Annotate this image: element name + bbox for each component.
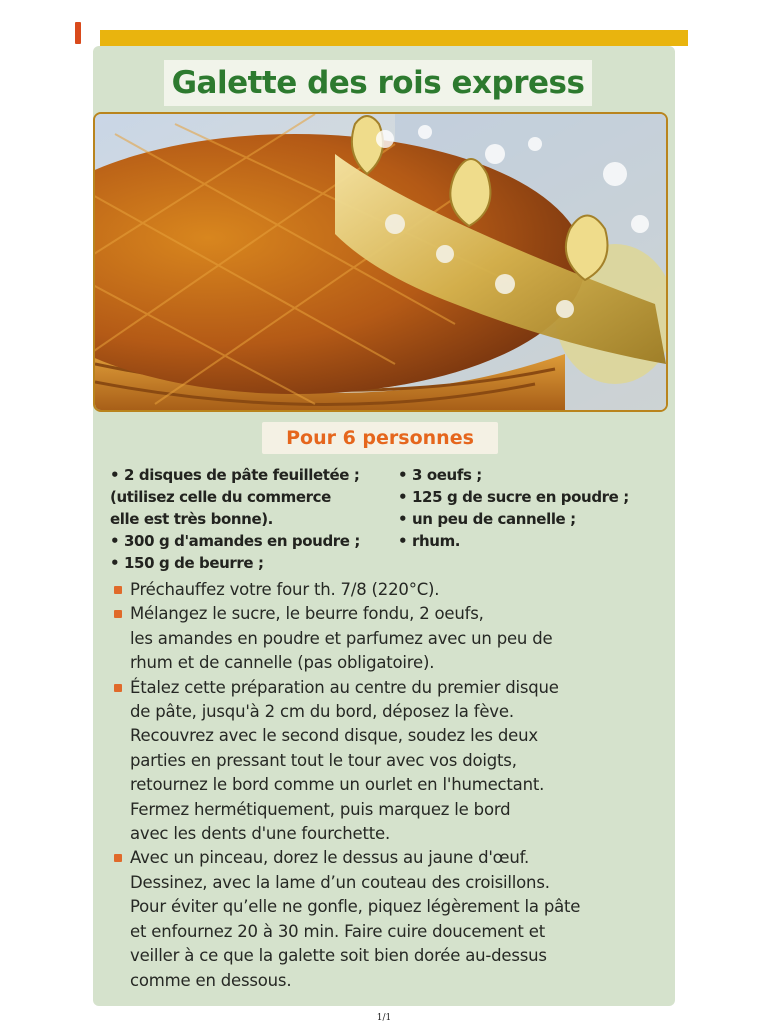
- step-bullet-icon: [114, 854, 122, 862]
- ingredient-line: • un peu de cannelle ;: [398, 510, 576, 528]
- ingredients-left-column: [110, 464, 390, 574]
- step-bullet-icon: [114, 610, 122, 618]
- top-accent-bar: [100, 30, 688, 46]
- step-bullet-icon: [114, 684, 122, 692]
- instruction-line: et enfournez 20 à 30 min. Faire cuire doucement et: [130, 921, 545, 941]
- instruction-line: comme en dessous.: [130, 970, 292, 990]
- instruction-line: Avec un pinceau, dorez le dessus au jaune d'œuf.: [130, 848, 530, 868]
- ingredient-line: elle est très bonne).: [110, 510, 273, 528]
- instruction-step: [112, 602, 667, 675]
- instruction-line: Dessinez, avec la lame d’un couteau des croisillons.: [130, 872, 550, 892]
- recipe-title: Galette des rois express: [164, 60, 592, 106]
- instruction-step: [112, 846, 667, 992]
- ingredient-line: • 300 g d'amandes en poudre ;: [110, 532, 360, 550]
- ingredients-list: [110, 464, 670, 574]
- instruction-line: les amandes en poudre et parfumez avec un peu de: [130, 628, 553, 648]
- galette-photo: [93, 112, 668, 412]
- instruction-line: Étalez cette préparation au centre du premier disque: [130, 677, 559, 697]
- instruction-line: Recouvrez avec le second disque, soudez les deux: [130, 726, 538, 746]
- ingredient-line: • rhum.: [398, 532, 461, 550]
- ingredient-line: • 125 g de sucre en poudre ;: [398, 488, 629, 506]
- instructions-list: [112, 578, 667, 993]
- ingredient-line: • 2 disques de pâte feuilletée ;: [110, 466, 360, 484]
- ingredients-right-column: [398, 464, 668, 552]
- instruction-line: parties en pressant tout le tour avec vos doigts,: [130, 750, 517, 770]
- instruction-step: [112, 578, 667, 602]
- instruction-line: Préchauffez votre four th. 7/8 (220°C).: [130, 580, 440, 599]
- ingredient-line: • 150 g de beurre ;: [110, 554, 264, 572]
- instruction-line: Mélangez le sucre, le beurre fondu, 2 oeufs,: [130, 604, 484, 624]
- page-number: 1/1: [376, 1013, 392, 1023]
- step-bullet-icon: [114, 586, 122, 594]
- margin-mark: [75, 22, 81, 44]
- instruction-line: rhum et de cannelle (pas obligatoire).: [130, 653, 435, 673]
- ingredient-line: (utilisez celle du commerce: [110, 488, 331, 506]
- instruction-line: Fermez hermétiquement, puis marquez le bord: [130, 799, 511, 819]
- instruction-line: retournez le bord comme un ourlet en l'humectant.: [130, 775, 545, 795]
- instruction-line: de pâte, jusqu'à 2 cm du bord, déposez la fève.: [130, 702, 514, 722]
- instruction-step: [112, 676, 667, 847]
- ingredient-line: • 3 oeufs ;: [398, 466, 482, 484]
- instruction-line: veiller à ce que la galette soit bien dorée au-dessus: [130, 946, 547, 966]
- servings-label: Pour 6 personnes: [262, 422, 498, 454]
- instruction-line: Pour éviter qu’elle ne gonfle, piquez légèrement la pâte: [130, 897, 581, 917]
- instruction-line: avec les dents d'une fourchette.: [130, 824, 391, 844]
